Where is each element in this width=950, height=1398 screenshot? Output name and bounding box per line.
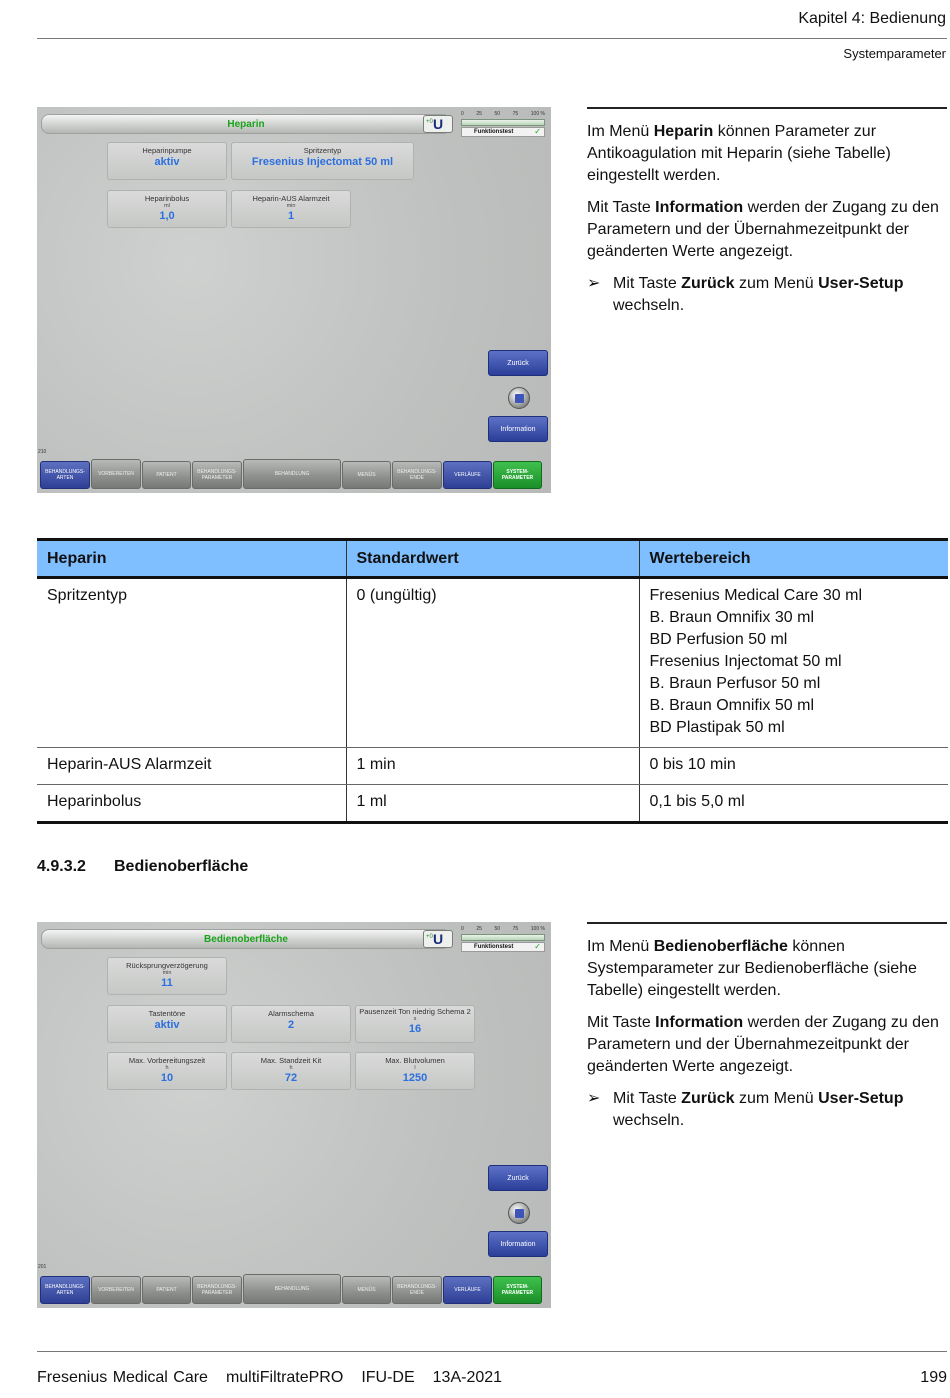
- range-item: Fresenius Medical Care 30 ml: [649, 587, 863, 604]
- range-item: BD Plastipak 50 ml: [649, 719, 785, 736]
- text-rule: [587, 107, 947, 109]
- heparin-table: [37, 538, 948, 824]
- field-value: 1,0: [159, 210, 175, 222]
- status-box: [461, 127, 545, 137]
- tab-vorbereiten[interactable]: VORBEREITEN: [91, 459, 141, 489]
- field-heparinpumpe[interactable]: [107, 142, 227, 180]
- menu-name: Bedienoberfläche: [653, 938, 788, 955]
- lock-icon[interactable]: [508, 387, 530, 409]
- text: zum Menü: [734, 1090, 819, 1107]
- tick: 25: [476, 926, 482, 932]
- field-label: Heparinbolus: [144, 194, 190, 203]
- arrow-icon: ➢: [587, 275, 601, 292]
- field-spritzentyp[interactable]: [231, 142, 414, 180]
- text: können Systemparameter zur Bedienoberfläche (siehe Tabelle) eingestellt werden.: [587, 938, 917, 999]
- text: Mit Taste: [587, 1014, 656, 1031]
- instruction-text: [613, 1088, 947, 1132]
- bedienoberflaeche-description: [587, 922, 947, 1132]
- cell-range: 0,1 bis 5,0 ml: [639, 785, 948, 823]
- footer-version: 13A-2021: [432, 1369, 503, 1386]
- field-value: 16: [408, 1023, 422, 1035]
- cell-default: 1 min: [346, 748, 639, 785]
- field-alarmschema[interactable]: [231, 1005, 351, 1043]
- tab-behandlungsarten[interactable]: BEHANDLUNGS-ARTEN: [40, 1276, 90, 1304]
- footer-rule: [37, 1351, 947, 1352]
- cell-parameter: Heparinbolus: [37, 785, 346, 823]
- tab-verlaeufe[interactable]: VERLÄUFE: [443, 461, 492, 489]
- range-item: B. Braun Omnifix 30 ml: [649, 609, 814, 626]
- text: Mit Taste: [613, 275, 682, 292]
- screen-title: Heparin: [227, 119, 265, 130]
- column-header: Wertebereich: [639, 540, 948, 578]
- tick: 75: [512, 111, 519, 117]
- information-paragraph: [587, 1012, 947, 1078]
- tick: 0: [461, 926, 464, 932]
- field-heparinbolus[interactable]: [107, 190, 227, 228]
- corner-number: 210: [38, 449, 47, 455]
- information-button[interactable]: Information: [488, 416, 548, 442]
- progress-ticks: [461, 111, 545, 117]
- tab-behandlungsparameter[interactable]: BEHANDLUNGS-PARAMETER: [192, 1276, 242, 1304]
- footer-company: Fresenius Medical Care: [37, 1369, 208, 1386]
- range-item: B. Braun Omnifix 50 ml: [649, 697, 814, 714]
- range-item: BD Perfusion 50 ml: [649, 631, 788, 648]
- field-pausenzeit-ton[interactable]: [355, 1005, 475, 1043]
- field-value: 2: [287, 1019, 295, 1031]
- field-value: 11: [161, 977, 173, 989]
- check-icon: ✓: [534, 127, 541, 136]
- text: zum Menü: [734, 275, 819, 292]
- status-text: Funktionstest: [474, 944, 514, 950]
- field-heparin-aus-alarmzeit[interactable]: [231, 190, 351, 228]
- field-value: Fresenius Injectomat 50 ml: [251, 156, 394, 168]
- back-button[interactable]: Zurück: [488, 350, 548, 376]
- table-row: [37, 748, 948, 785]
- field-label: Tastentöne: [148, 1009, 186, 1018]
- field-max-blutvolumen[interactable]: [355, 1052, 475, 1090]
- footer-doc: IFU-DE: [361, 1369, 415, 1386]
- tab-systemparameter[interactable]: SYSTEM-PARAMETER: [493, 1276, 542, 1304]
- instruction: [587, 273, 947, 317]
- field-label: Heparinpumpe: [142, 146, 192, 155]
- tab-behandlung[interactable]: BEHANDLUNG: [243, 459, 341, 489]
- tab-patient[interactable]: PATIENT: [142, 461, 191, 489]
- tab-menus[interactable]: MENÜS: [342, 461, 391, 489]
- field-label: Heparin-AUS Alarmzeit: [252, 194, 330, 203]
- field-value: aktiv: [154, 156, 180, 168]
- text: Im Menü: [587, 123, 654, 140]
- table-row: [37, 578, 948, 748]
- tab-systemparameter[interactable]: SYSTEM-PARAMETER: [493, 461, 542, 489]
- u-label: U: [433, 931, 444, 947]
- tab-behandlungsarten[interactable]: BEHANDLUNGS-ARTEN: [40, 461, 90, 489]
- tab-menus[interactable]: MENÜS: [342, 1276, 391, 1304]
- cell-parameter: Heparin-AUS Alarmzeit: [37, 748, 346, 785]
- key-name: Zurück: [681, 275, 735, 292]
- heparin-description: [587, 107, 947, 317]
- table-header-row: [37, 540, 948, 578]
- field-value: 1250: [402, 1072, 428, 1084]
- header-rule: [37, 38, 947, 39]
- tab-vorbereiten[interactable]: VORBEREITEN: [91, 1276, 141, 1304]
- text: werden der Zugang zu den Parametern und der Übernahmezeitpunkt der geänderten Werte angezeigt.: [587, 199, 939, 260]
- field-value: 72: [284, 1072, 298, 1084]
- column-header: Standardwert: [346, 540, 639, 578]
- footer-product: multiFiltratePRO: [225, 1369, 344, 1386]
- field-label: Alarmschema: [268, 1009, 314, 1018]
- tick: 50: [494, 926, 501, 932]
- corner-number: 201: [38, 1264, 47, 1270]
- page-number: 199: [920, 1369, 947, 1386]
- tick: 75: [512, 926, 519, 932]
- tab-bar: [37, 1274, 551, 1304]
- progress-bar: [461, 119, 545, 126]
- tick: 50: [494, 111, 501, 117]
- tick: 25: [476, 111, 482, 117]
- text: wechseln.: [613, 297, 685, 314]
- status-text: Funktionstest: [474, 129, 514, 135]
- field-max-standzeit-kit[interactable]: [231, 1052, 351, 1090]
- heparin-paragraph: [587, 121, 947, 187]
- field-ruecksprungverzoegerung[interactable]: [107, 957, 227, 995]
- subsection-number: 4.9.3.2: [37, 858, 86, 875]
- tab-behandlungsparameter[interactable]: BEHANDLUNGS-PARAMETER: [192, 461, 242, 489]
- heparin-screenshot: [37, 107, 551, 493]
- field-unit: ml: [164, 203, 170, 209]
- information-button[interactable]: Information: [488, 1231, 548, 1257]
- column-header: Heparin: [37, 540, 346, 578]
- tab-behandlungsende[interactable]: BEHANDLUNGS-ENDE: [392, 1276, 442, 1304]
- key-name: Information: [655, 1014, 744, 1031]
- tab-behandlungsende[interactable]: BEHANDLUNGS-ENDE: [392, 461, 442, 489]
- field-label: Spritzentyp: [303, 146, 342, 155]
- field-label: Pausenzeit Ton niedrig Schema 2: [359, 1007, 471, 1016]
- information-paragraph: [587, 197, 947, 263]
- table-row: [37, 785, 948, 823]
- u-label: U: [433, 116, 444, 132]
- u-small: +0: [426, 934, 433, 940]
- text: werden der Zugang zu den Parametern und der Übernahmezeitpunkt der geänderten Werte angezeigt.: [587, 1014, 939, 1075]
- field-value: 1: [287, 210, 295, 222]
- field-unit: min: [162, 970, 172, 976]
- tab-behandlung[interactable]: BEHANDLUNG: [243, 1274, 341, 1304]
- tick: 100 %: [530, 111, 545, 117]
- field-label: Max. Vorbereitungszeit: [128, 1056, 206, 1065]
- tick: 0: [461, 111, 464, 117]
- chapter-title: Kapitel 4: Bedienung: [798, 10, 946, 27]
- key-name: Zurück: [681, 1090, 735, 1107]
- tab-bar: [37, 459, 551, 489]
- menu-name: Heparin: [653, 123, 714, 140]
- screen-title-bar: [41, 929, 451, 949]
- field-tastentoene[interactable]: [107, 1005, 227, 1043]
- lock-icon[interactable]: [508, 1202, 530, 1224]
- tick: 100 %: [530, 926, 545, 932]
- tab-verlaeufe[interactable]: VERLÄUFE: [443, 1276, 492, 1304]
- field-unit: h: [289, 1065, 293, 1071]
- u-indicator: [423, 930, 453, 948]
- instruction: [587, 1088, 947, 1132]
- u-small: +0: [426, 119, 433, 125]
- cell-range: 0 bis 10 min: [639, 748, 948, 785]
- field-value: 10: [160, 1072, 174, 1084]
- arrow-icon: ➢: [587, 1090, 601, 1107]
- cell-parameter: Spritzentyp: [37, 578, 346, 748]
- field-unit: min: [286, 203, 296, 209]
- field-value: aktiv: [154, 1019, 180, 1031]
- field-unit: l: [414, 1065, 416, 1071]
- text: wechseln.: [613, 1112, 685, 1129]
- cell-default: 1 ml: [346, 785, 639, 823]
- check-icon: ✓: [534, 942, 541, 951]
- progress-ticks: [461, 926, 545, 932]
- field-label: Rücksprungverzögerung: [126, 961, 208, 970]
- field-label: Max. Blutvolumen: [385, 1056, 445, 1065]
- text: Mit Taste: [587, 199, 656, 216]
- footer-info: [37, 1369, 520, 1387]
- bedienoberflaeche-paragraph: [587, 936, 947, 1002]
- screen-title-bar: [41, 114, 451, 134]
- text: Im Menü: [587, 938, 654, 955]
- range-item: Fresenius Injectomat 50 ml: [649, 653, 842, 670]
- text: Mit Taste: [613, 1090, 682, 1107]
- menu-name: User-Setup: [818, 1090, 904, 1107]
- field-unit: h: [165, 1065, 169, 1071]
- subsection-heading: [37, 858, 248, 876]
- key-name: Information: [655, 199, 744, 216]
- status-box: [461, 942, 545, 952]
- text-rule: [587, 922, 947, 924]
- subsection-title: Bedienoberfläche: [114, 858, 249, 875]
- text: können Parameter zur Antikoagulation mit Heparin (siehe Tabelle) eingestellt werden.: [587, 123, 891, 184]
- bedienoberflaeche-screenshot: [37, 922, 551, 1308]
- cell-range: [639, 578, 948, 748]
- range-item: B. Braun Perfusor 50 ml: [649, 675, 821, 692]
- field-max-vorbereitungszeit[interactable]: [107, 1052, 227, 1090]
- progress-bar: [461, 934, 545, 941]
- tab-patient[interactable]: PATIENT: [142, 1276, 191, 1304]
- cell-default: 0 (ungültig): [346, 578, 639, 748]
- back-button[interactable]: Zurück: [488, 1165, 548, 1191]
- section-title: Systemparameter: [843, 46, 946, 61]
- field-label: Max. Standzeit Kit: [260, 1056, 322, 1065]
- field-unit: s: [413, 1016, 417, 1022]
- instruction-text: [613, 273, 947, 317]
- screen-title: Bedienoberfläche: [204, 934, 288, 945]
- menu-name: User-Setup: [818, 275, 904, 292]
- u-indicator: [423, 115, 453, 133]
